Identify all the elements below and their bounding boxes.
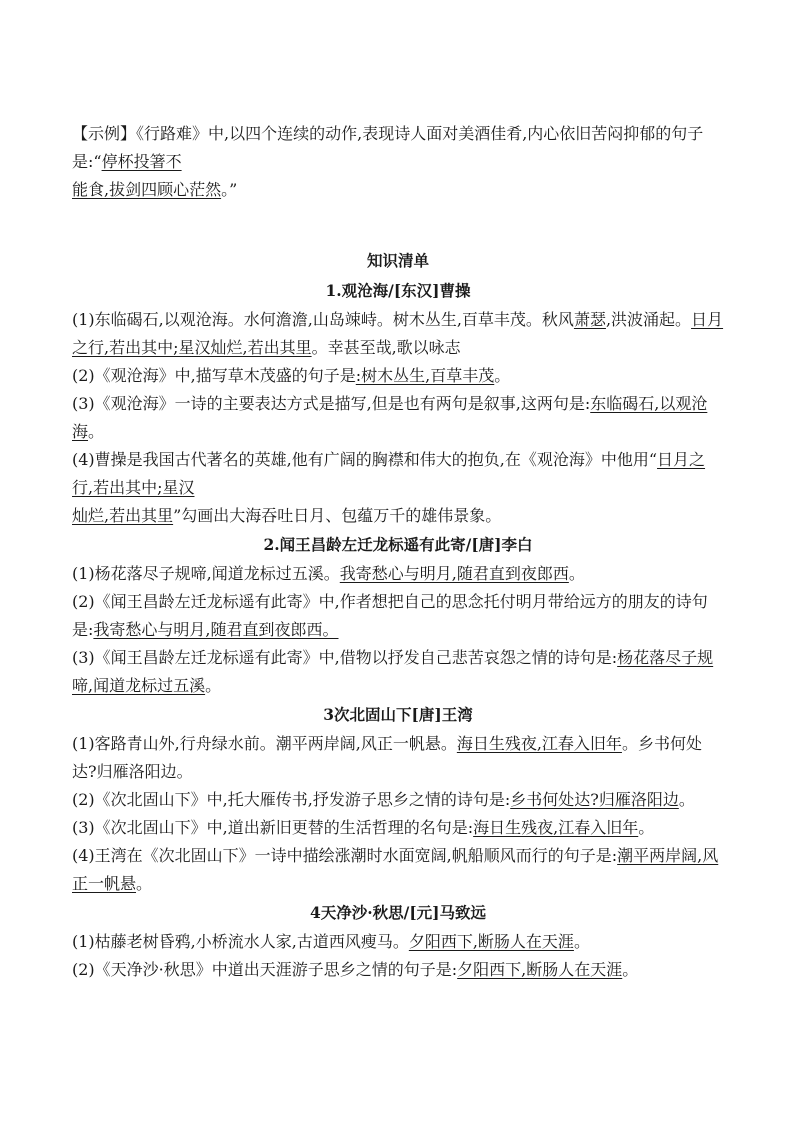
question-text: ,洪波涌起。 [605,310,692,329]
question-item [72,928,724,956]
question-text: 。 [678,790,695,809]
example-tail: 。” [221,180,238,199]
example-answer-part2: 能食,拔剑四顾心茫然 [72,180,222,199]
question-text: 。 [88,422,105,441]
question-text: (3)《次北固山下》中,道出新旧更替的生活哲理的名句是: [72,818,474,837]
question-text: (3)《观沧海》一诗的主要表达方式是描写,但是也有两句是叙事,这两句是: [72,394,591,413]
question-item [72,560,724,588]
question-text: (1)杨花落尽子规啼,闻道龙标过五溪。 [72,564,340,583]
question-text: (4)曹操是我国古代著名的英雄,他有广阔的胸襟和伟大的抱负,在《观沧海》中他用“ [72,450,658,469]
question-text: 。 [622,960,639,979]
answer-text: 海日生残夜,江春入旧年 [473,818,639,837]
question-text: 。 [205,676,222,695]
poem-title: 2.闻王昌龄左迁龙标遥有此寄/[唐]李白 [263,535,533,554]
answer-text: 潮平两岸阔,风正一帆悬 [72,846,719,893]
question-text: 。乡书何处达?归雁洛阳边。 [72,734,702,781]
page-content [72,120,724,984]
question-text: (2)《天净沙·秋思》中道出天涯游子思乡之情的句子是: [72,960,458,979]
poem-title: 4天净沙·秋思/[元]马致远 [309,903,486,922]
question-text: 。 [568,564,585,583]
question-item [72,814,724,842]
question-item [72,362,724,390]
answer-text: :树木丛生,百草丰茂 [355,366,495,385]
question-item [72,842,724,898]
question-text: 。 [573,932,590,951]
question-text: (1)枯藤老树昏鸦,小桥流水人家,古道西风瘦马。 [72,932,409,951]
answer-text: 乡书何处达?归雁洛阳边 [510,790,679,809]
answer-text: 海日生残夜,江春入旧年 [456,734,622,753]
question-text: 。 [136,874,153,893]
question-item [72,644,724,700]
poem-title: 3次北固山下[唐]王湾 [323,705,473,724]
question-text: (2)《次北固山下》中,托大雁传书,抒发游子思乡之情的诗句是: [72,790,511,809]
answer-text: 我寄愁心与明月,随君直到夜郎西 [339,564,569,583]
knowledge-list-title: 知识清单 [366,251,429,270]
poem-section [72,898,724,984]
question-item [72,786,724,814]
question-item [72,306,724,362]
question-text: (3)《闻王昌龄左迁龙标遥有此寄》中,借物以抒发自己悲苦哀怨之情的诗句是: [72,648,618,667]
answer-text: 日月之行,若出其中;星汉 [72,450,706,497]
example-lead: 《行路难》中,以四个连续的动作,表现诗人面对美酒佳肴,内心依旧苦闷抑郁的句子是:“ [72,124,704,171]
question-item [72,588,724,644]
poem-sections [72,276,724,984]
question-item [72,390,724,446]
answer-text: 我寄愁心与明月,随君直到夜郎西。 [93,620,339,639]
answer-text: 东临碣石,以观沧海 [72,394,708,441]
question-text: (1)东临碣石,以观沧海。水何澹澹,山岛竦峙。树木丛生,百草丰茂。秋风 [72,310,574,329]
question-item [72,730,724,786]
question-text: (2)《观沧海》中,描写草木茂盛的句子是 [72,366,356,385]
example-label: 【示例】 [72,124,137,143]
question-text: 。 [494,366,511,385]
question-text: ”勾画出大海吞吐日月、包蕴万千的雄伟景象。 [173,506,502,525]
example-paragraph [72,120,724,204]
answer-text: 萧瑟 [573,310,606,329]
question-text: (4)王湾在《次北固山下》一诗中描绘涨潮时水面宽阔,帆船顺风而行的句子是: [72,846,618,865]
answer-text: 夕阳西下,断肠人在天涯 [457,960,623,979]
question-text: (2)《闻王昌龄左迁龙标遥有此寄》中,作者想把自己的思念托付明月带给远方的朋友的诗句是: [72,592,708,639]
example-answer-part1: 停杯投箸不 [101,152,182,171]
question-text: (1)客路青山外,行舟绿水前。潮平两岸阔,风正一帆悬。 [72,734,457,753]
answer-text: 灿烂,若出其里 [72,506,174,525]
question-item [72,956,724,984]
answer-text: 日月之行,若出其中;星汉灿烂,若出其里 [72,310,724,357]
answer-text: 夕阳西下,断肠人在天涯 [408,932,574,951]
poem-section [72,700,724,898]
answer-text: 杨花落尽子规啼,闻道龙标过五溪 [72,648,714,695]
question-item [72,446,724,530]
poem-section [72,530,724,700]
poem-title: 1.观沧海/[东汉]曹操 [325,281,471,300]
question-text: 。幸甚至哉,歌以咏志 [311,338,461,357]
poem-section [72,276,724,530]
question-text: 。 [638,818,655,837]
